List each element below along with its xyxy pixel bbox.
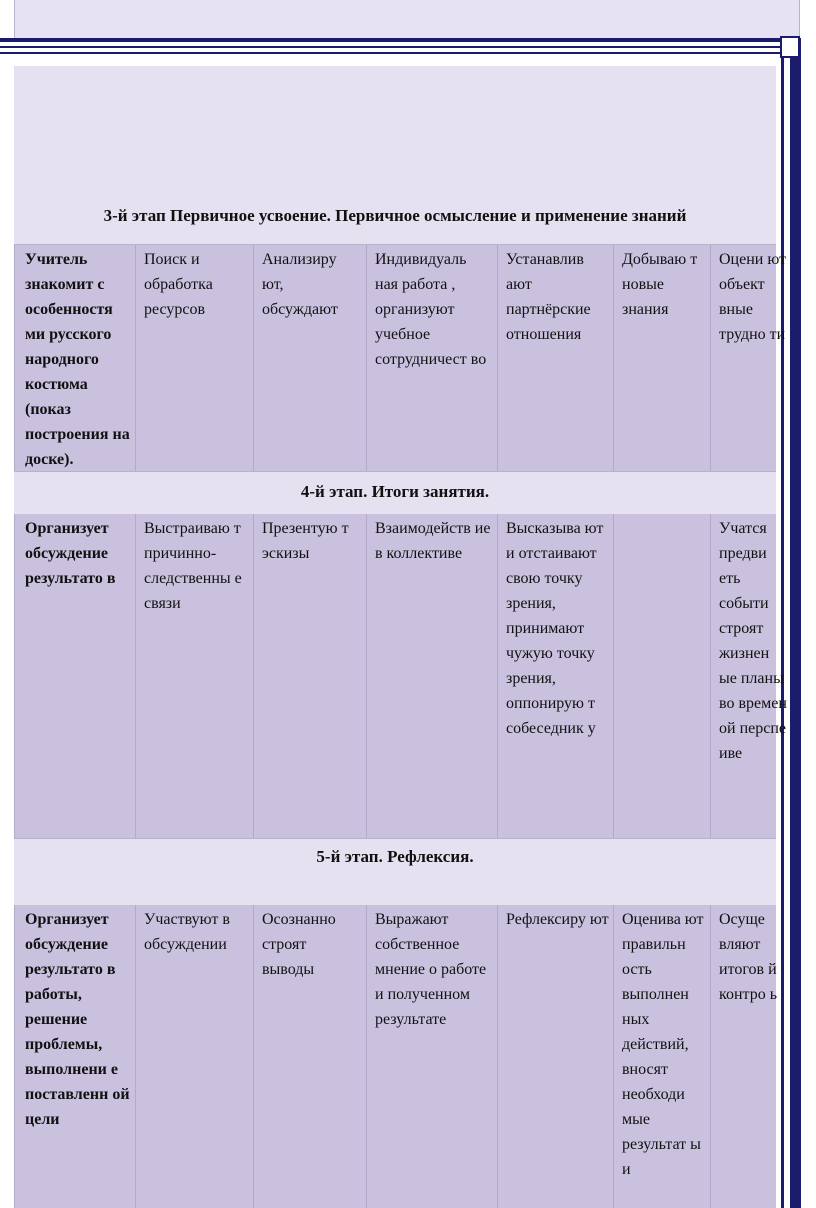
stage-3-title: 3-й этап Первичное усвоение. Первичное осмысление и применение знаний: [103, 206, 687, 225]
table-cell: Учатся предви еть событи строят жизнен ые планы во времен ой перспе иве: [719, 520, 787, 762]
stage-4-header: [14, 471, 776, 515]
teacher-activity-cell: Организует обсуждение результато в: [14, 514, 136, 838]
stage-5-title: 5-й этап. Рефлексия.: [316, 847, 474, 866]
teacher-activity-cell: Учитель знакомит с особенностя ми русского народного костюма (показ построения на доске).: [14, 245, 136, 471]
table-cell: [614, 514, 711, 838]
table-cell: Добываю т новые знания: [614, 245, 711, 471]
table-row: [14, 514, 787, 838]
table-cell: Участвуют в обсуждении: [136, 905, 254, 1208]
page-border-bar: [790, 38, 801, 1208]
table-cell: Выражают собственное мнение о работе и полученном результате: [367, 905, 498, 1208]
page-border-corner: [780, 36, 800, 58]
table-cell: Высказыва ют и отстаивают свою точку зрения, принимают чужую точку зрения, оппонирую т собеседник у: [498, 514, 614, 838]
table-cell: Рефлексиру ют: [498, 905, 614, 1208]
table-row: [14, 245, 787, 471]
table-cell: Оцени ют объект вные трудно ти: [719, 251, 787, 343]
page-border-line: [0, 46, 786, 48]
table-row: [14, 905, 776, 1208]
table-cell: Индивидуаль ная работа , организуют учебное сотрудничест во: [367, 245, 498, 471]
table-cell: Осознанно строят выводы: [254, 905, 367, 1208]
table-cell: Презентую т эскизы: [254, 514, 367, 838]
table-cell: Анализиру ют, обсуждают: [254, 245, 367, 471]
table-cell: Устанавлив ают партнёрские отношения: [498, 245, 614, 471]
table-cell: Выстраиваю т причинно-следственны е связи: [136, 514, 254, 838]
stage-4-title: 4-й этап. Итоги занятия.: [300, 482, 490, 501]
teacher-activity-cell: Организует обсуждение результато в работы, решение проблемы, выполнени е поставленн ой цели: [14, 905, 136, 1208]
table-cell: Поиск и обработка ресурсов: [136, 245, 254, 471]
table-cell: Оценива ют правильн ость выполнен ных действий, вносят необходи мые результат ы и: [614, 905, 711, 1208]
top-table-strip: [14, 0, 800, 40]
stage-5-header: [14, 838, 776, 906]
page-border-line: [0, 38, 786, 42]
stage-3-header: [14, 66, 776, 245]
table-cell: Осуще вляют итогов й контро ь: [719, 911, 778, 1003]
lesson-table: [14, 66, 787, 1208]
page-border-line: [0, 52, 786, 54]
table-cell: Взаимодейств ие в коллективе: [367, 514, 498, 838]
